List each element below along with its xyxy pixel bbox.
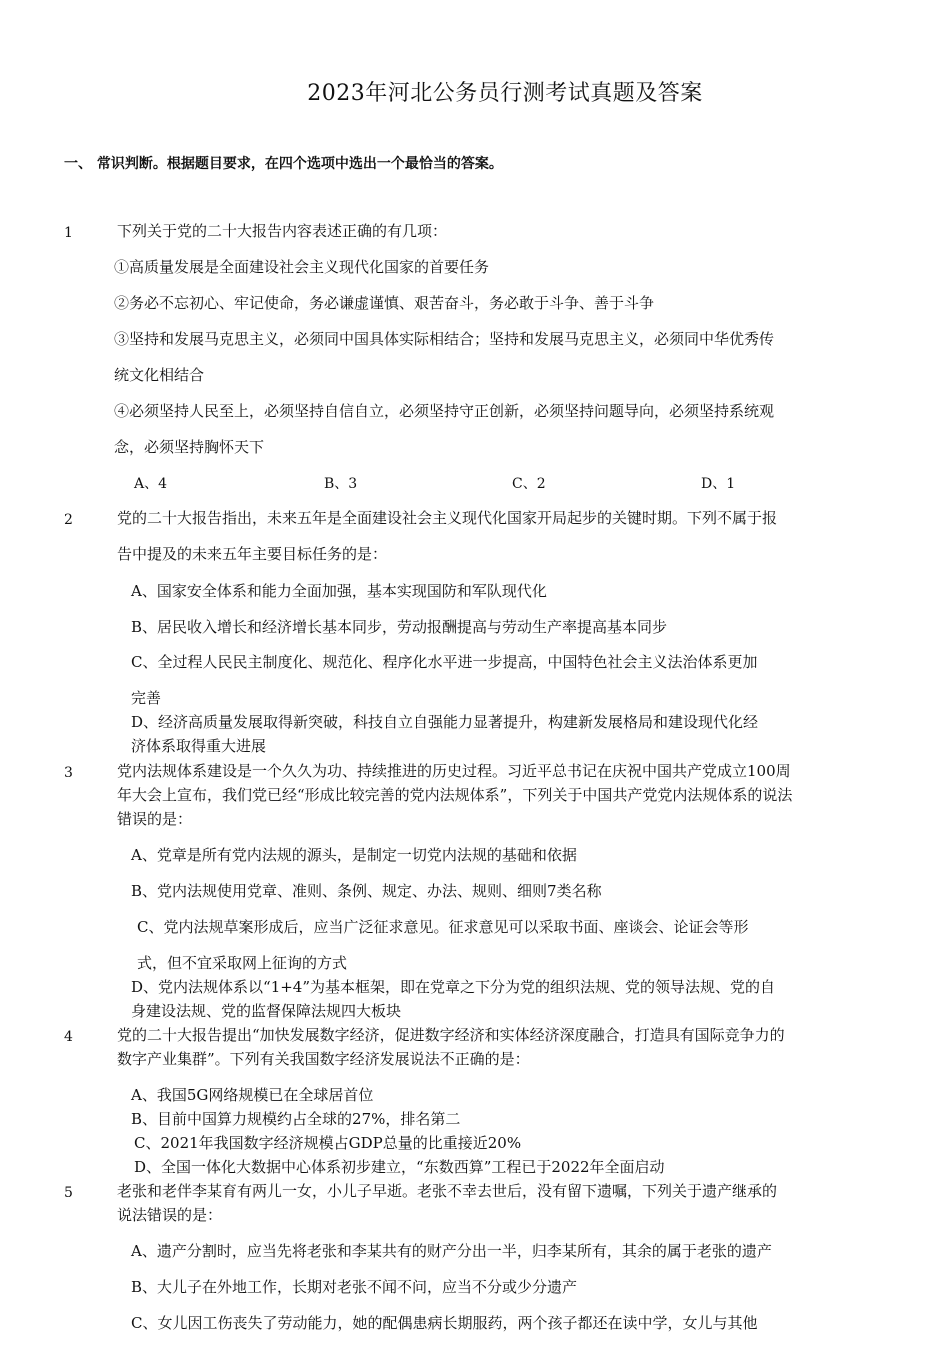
question-number: 2 — [64, 512, 73, 528]
option-d: D、经济高质量发展取得新突破，科技自立自强能力显著提升，构建新发展格局和建设现代化经 — [131, 713, 759, 731]
question-stem-cont: 告中提及的未来五年主要目标任务的是： — [117, 545, 388, 563]
question-stem-cont: 数字产业集群”。下列有关我国数字经济发展说法不正确的是： — [117, 1050, 530, 1068]
statement-1: ①高质量发展是全面建设社会主义现代化国家的首要任务 — [114, 258, 490, 276]
section-heading: 一、 常识判断。根据题目要求，在四个选项中选出一个最恰当的答案。 — [64, 156, 503, 172]
option-a: A、4 — [134, 476, 168, 492]
option-d-cont: 身建设法规、党的监督保障法规四大板块 — [131, 1002, 402, 1020]
option-c: C、党内法规草案形成后，应当广泛征求意见。征求意见可以采取书面、座谈会、论证会等形 — [137, 918, 749, 936]
question-number: 3 — [64, 765, 73, 781]
question-number: 5 — [64, 1185, 73, 1201]
question-stem: 党的二十大报告提出“加快发展数字经济，促进数字经济和实体经济深度融合，打造具有国际竞争力的 — [117, 1026, 785, 1044]
question-stem: 党的二十大报告指出，未来五年是全面建设社会主义现代化国家开局起步的关键时期。下列不属于报 — [117, 509, 778, 527]
question-stem: 党内法规体系建设是一个久久为功、持续推进的历史过程。习近平总书记在庆祝中国共产党成立100周 — [117, 762, 791, 780]
option-a: A、遗产分割时，应当先将老张和李某共有的财产分出一半，归李某所有，其余的属于老张的遗产 — [131, 1242, 772, 1260]
statement-2: ②务必不忘初心、牢记使命，务必谦虚谨慎、艰苦奋斗，务必敢于斗争、善于斗争 — [114, 294, 655, 312]
option-b: B、居民收入增长和经济增长基本同步，劳动报酬提高与劳动生产率提高基本同步 — [131, 618, 668, 636]
option-a: A、党章是所有党内法规的源头，是制定一切党内法规的基础和依据 — [131, 846, 577, 864]
statement-3-cont: 统文化相结合 — [114, 366, 205, 384]
page-title: 2023年河北公务员行测考试真题及答案 — [307, 81, 703, 106]
question-stem-cont: 说法错误的是： — [117, 1206, 223, 1224]
statement-4-cont: 念，必须坚持胸怀天下 — [114, 438, 265, 456]
option-c: C、女儿因工伤丧失了劳动能力，她的配偶患病长期服药，两个孩子都还在读中学，女儿与其他 — [131, 1314, 758, 1332]
option-a: A、我国5G网络规模已在全球居首位 — [131, 1086, 374, 1104]
option-c: C、2021年我国数字经济规模占GDP总量的比重接近20% — [134, 1134, 522, 1152]
question-stem: 老张和老伴李某育有两儿一女，小儿子早逝。老张不幸去世后，没有留下遗嘱，下列关于遗产继承的 — [117, 1182, 778, 1200]
option-d: D、党内法规体系以“1+4”为基本框架，即在党章之下分为党的组织法规、党的领导法规、党的自 — [131, 978, 776, 996]
option-d-cont: 济体系取得重大进展 — [131, 737, 267, 755]
option-c: C、全过程人民民主制度化、规范化、程序化水平进一步提高，中国特色社会主义法治体系更加 — [131, 653, 758, 671]
option-c-cont: 完善 — [131, 689, 162, 707]
option-d: D、全国一体化大数据中心体系初步建立，“东数西算”工程已于2022年全面启动 — [134, 1158, 665, 1176]
question-stem-cont: 年大会上宣布，我们党已经“形成比较完善的党内法规体系”，下列关于中国共产党党内法规体系的说法 — [117, 786, 793, 804]
option-c-cont: 式，但不宜采取网上征询的方式 — [137, 954, 348, 972]
option-b: B、党内法规使用党章、准则、条例、规定、办法、规则、细则7类名称 — [131, 882, 602, 900]
option-b: B、目前中国算力规模约占全球的27%，排名第二 — [131, 1110, 461, 1128]
question-stem-cont-2: 错误的是： — [117, 810, 193, 828]
statement-3: ③坚持和发展马克思主义，必须同中国具体实际相结合；坚持和发展马克思主义，必须同中华优秀传 — [114, 330, 775, 348]
option-a: A、国家安全体系和能力全面加强，基本实现国防和军队现代化 — [131, 582, 547, 600]
option-c: C、2 — [512, 476, 546, 492]
question-stem: 下列关于党的二十大报告内容表述正确的有几项： — [117, 222, 448, 240]
option-b: B、大儿子在外地工作，长期对老张不闻不问，应当不分或少分遗产 — [131, 1278, 578, 1296]
question-number: 1 — [64, 225, 73, 241]
option-d: D、1 — [701, 476, 736, 492]
question-number: 4 — [64, 1029, 73, 1045]
statement-4: ④必须坚持人民至上，必须坚持自信自立，必须坚持守正创新，必须坚持问题导向，必须坚持系统观 — [114, 402, 775, 420]
option-b: B、3 — [324, 476, 358, 492]
